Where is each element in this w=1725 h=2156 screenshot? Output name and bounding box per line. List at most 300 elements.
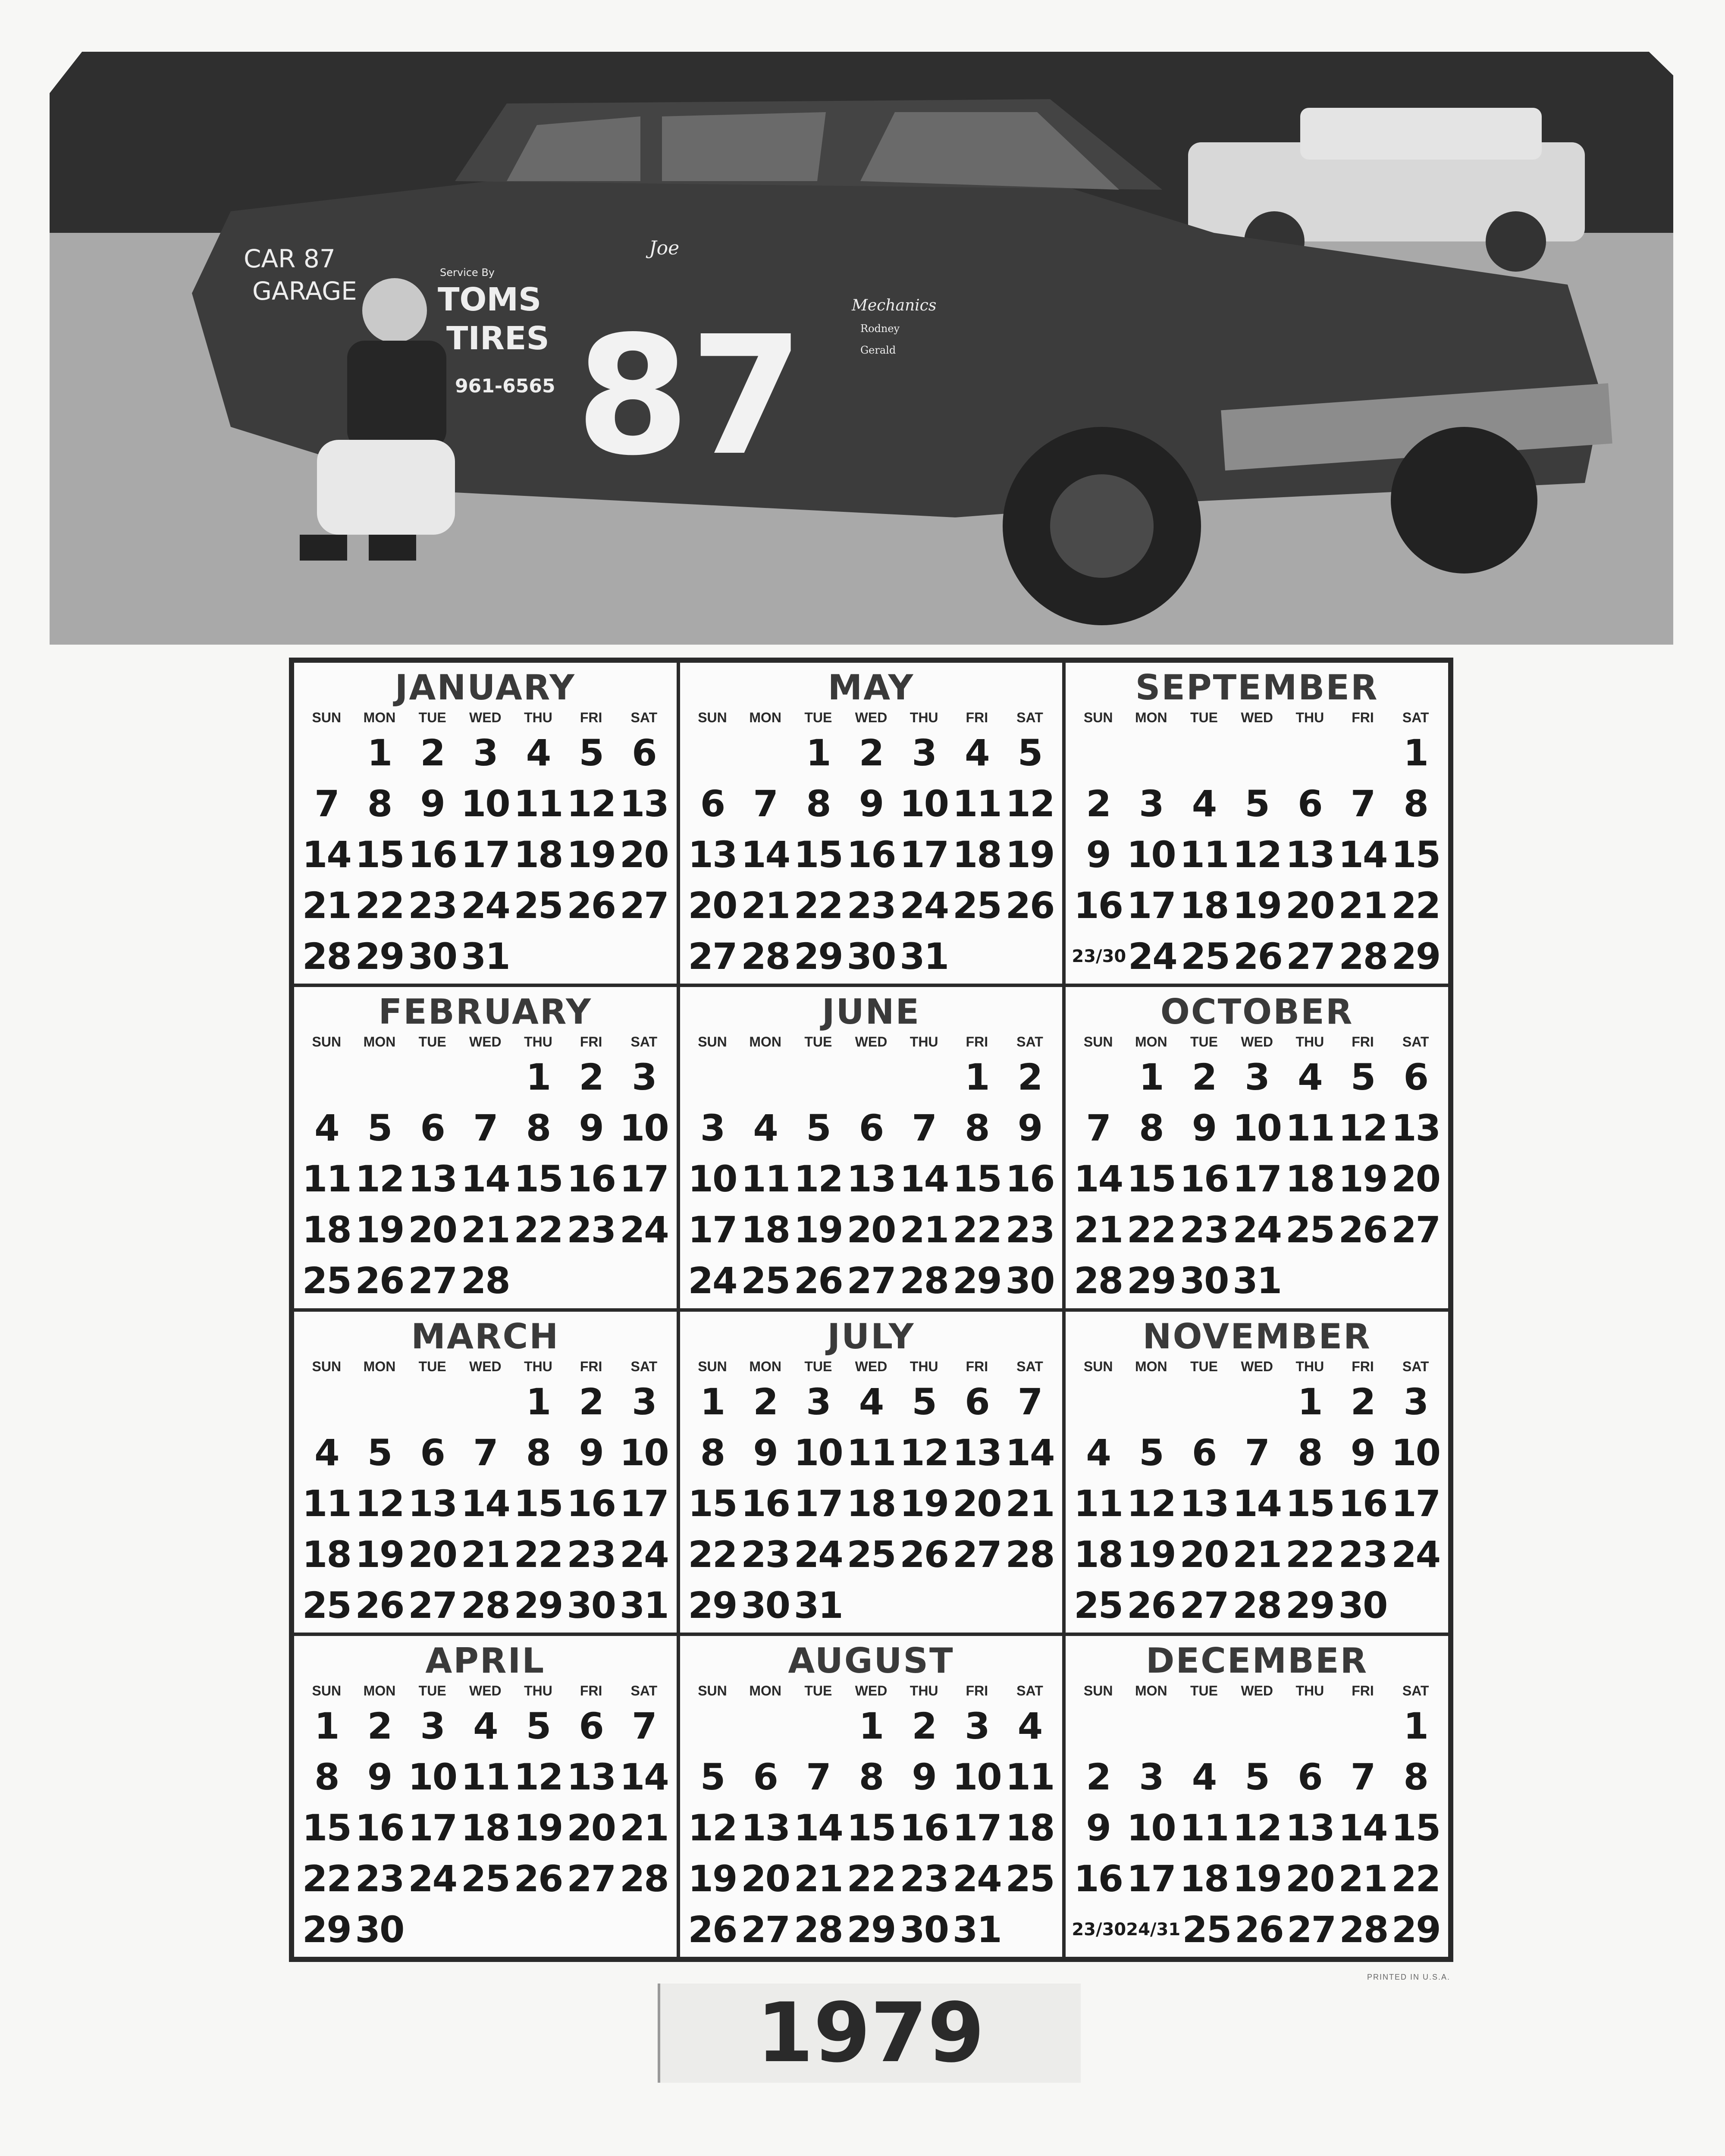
day-cell: 31 bbox=[952, 1908, 1001, 1951]
day-cell: 3 bbox=[632, 1056, 656, 1099]
day-cell: 21 bbox=[461, 1533, 510, 1576]
month-may bbox=[678, 661, 1064, 985]
month-name: APRIL bbox=[425, 1640, 546, 1681]
car-number: 87 bbox=[576, 301, 804, 492]
day-cell: 29 bbox=[688, 1584, 737, 1626]
week-row bbox=[1072, 880, 1442, 931]
weekday-label: FRI bbox=[1352, 710, 1374, 725]
day-cell: 5 bbox=[1139, 1431, 1164, 1474]
day-cell: 29 bbox=[1285, 1584, 1334, 1626]
week-row bbox=[300, 1478, 671, 1529]
weekday-label: SUN bbox=[312, 1034, 342, 1050]
day-cell: 22 bbox=[1391, 884, 1440, 927]
weekday-header-row bbox=[686, 708, 1057, 727]
weekday-header-row bbox=[300, 1681, 671, 1701]
weekday-label: SUN bbox=[312, 1683, 342, 1698]
day-cell: 18 bbox=[461, 1806, 510, 1849]
weekday-label: SAT bbox=[1402, 1358, 1429, 1374]
weekday-label: WED bbox=[1241, 710, 1273, 725]
month-december bbox=[1064, 1634, 1450, 1959]
day-cell: 15 bbox=[302, 1806, 351, 1849]
week-row bbox=[686, 931, 1057, 982]
weekday-label: WED bbox=[469, 1358, 502, 1374]
day-cell: 20 bbox=[408, 1209, 457, 1251]
day-cell: 9 bbox=[1086, 834, 1110, 876]
day-cell: 15 bbox=[1391, 834, 1440, 876]
day-cell: 27 bbox=[847, 1260, 896, 1302]
day-cell: 24 bbox=[688, 1260, 737, 1302]
day-cell: 13 bbox=[408, 1482, 457, 1525]
day-cell: 22 bbox=[514, 1209, 563, 1251]
day-cell: 15 bbox=[688, 1482, 737, 1525]
weekday-label: TUE bbox=[418, 1034, 446, 1050]
day-cell: 10 bbox=[1233, 1107, 1282, 1150]
day-cell: 14 bbox=[619, 1755, 668, 1798]
week-row bbox=[1072, 829, 1442, 880]
week-row bbox=[686, 1052, 1057, 1103]
week-row bbox=[300, 1204, 671, 1255]
day-cell: 29 bbox=[355, 935, 404, 978]
weekday-label: SUN bbox=[698, 1358, 727, 1374]
day-cell: 1 bbox=[314, 1705, 339, 1747]
month-name: FEBRUARY bbox=[378, 992, 593, 1032]
day-cell: 28 bbox=[794, 1908, 843, 1951]
day-cell: 5 bbox=[912, 1380, 936, 1423]
day-cell: 4 bbox=[859, 1380, 884, 1423]
week-row bbox=[1072, 1802, 1442, 1853]
month-name: NOVEMBER bbox=[1142, 1316, 1371, 1357]
day-cell: 14 bbox=[900, 1158, 949, 1200]
weekday-label: SUN bbox=[698, 1683, 727, 1698]
day-cell: 1 bbox=[1139, 1056, 1164, 1099]
day-cell: 28 bbox=[900, 1260, 949, 1302]
week-row bbox=[300, 880, 671, 931]
day-cell: 21 bbox=[1074, 1209, 1123, 1251]
weekday-label: SUN bbox=[698, 710, 727, 725]
day-cell: 4 bbox=[965, 732, 989, 774]
week-row bbox=[686, 1478, 1057, 1529]
day-cell: 9 bbox=[753, 1431, 778, 1474]
day-cell: 25 bbox=[514, 884, 563, 927]
day-cell: 18 bbox=[1179, 884, 1229, 927]
month-february bbox=[292, 985, 678, 1310]
weekday-label: WED bbox=[469, 1034, 502, 1050]
weekday-label: TUE bbox=[1190, 1683, 1218, 1698]
rear-text-line-2: GARAGE bbox=[252, 276, 357, 306]
weekday-label: SUN bbox=[1083, 710, 1113, 725]
day-cell: 6 bbox=[420, 1431, 445, 1474]
day-cell: 15 bbox=[355, 834, 404, 876]
day-cell: 14 bbox=[1338, 1806, 1387, 1849]
day-cell: 4 bbox=[1192, 1755, 1217, 1798]
week-row bbox=[1072, 1752, 1442, 1802]
week-row bbox=[686, 1853, 1057, 1904]
day-cell: 20 bbox=[741, 1857, 790, 1900]
year-box bbox=[658, 1984, 1081, 2083]
day-cell: 9 bbox=[1086, 1806, 1110, 1849]
month-name: OCTOBER bbox=[1160, 992, 1354, 1032]
weekday-label: MON bbox=[749, 1683, 781, 1698]
day-cell: 2 bbox=[1017, 1056, 1042, 1099]
mechanic-name-2: Gerald bbox=[860, 344, 896, 356]
day-cell: 25 bbox=[1005, 1857, 1054, 1900]
day-cell: 15 bbox=[1126, 1158, 1176, 1200]
day-cell: 14 bbox=[794, 1806, 843, 1849]
day-cell: 30 bbox=[355, 1908, 404, 1951]
day-cell: 12 bbox=[355, 1482, 404, 1525]
weekday-label: THU bbox=[910, 1683, 938, 1698]
day-cell: 1 bbox=[1298, 1380, 1322, 1423]
day-cell: 14 bbox=[461, 1158, 510, 1200]
day-cell: 10 bbox=[1391, 1431, 1440, 1474]
weekday-label: TUE bbox=[804, 710, 832, 725]
day-cell: 10 bbox=[408, 1755, 457, 1798]
day-cell: 19 bbox=[794, 1209, 843, 1251]
day-cell: 23/30 bbox=[1072, 946, 1126, 966]
month-november bbox=[1064, 1310, 1450, 1634]
week-row bbox=[686, 1580, 1057, 1631]
day-cell: 3 bbox=[965, 1705, 989, 1747]
weekday-header-row bbox=[1072, 1681, 1442, 1701]
week-row bbox=[300, 1853, 671, 1904]
day-cell: 1 bbox=[526, 1380, 551, 1423]
weekday-label: SAT bbox=[1016, 1683, 1043, 1698]
day-cell: 5 bbox=[806, 1107, 831, 1150]
day-cell: 3 bbox=[632, 1380, 656, 1423]
day-cell: 21 bbox=[1338, 884, 1387, 927]
weekday-label: FRI bbox=[1352, 1358, 1374, 1374]
phone-number: 961-6565 bbox=[455, 375, 555, 397]
day-cell: 16 bbox=[355, 1806, 404, 1849]
weekday-label: WED bbox=[855, 1683, 888, 1698]
day-cell: 14 bbox=[741, 834, 790, 876]
day-cell: 12 bbox=[514, 1755, 563, 1798]
weekday-label: WED bbox=[469, 1683, 502, 1698]
weekday-label: FRI bbox=[966, 1034, 988, 1050]
day-cell: 20 bbox=[408, 1533, 457, 1576]
day-cell: 21 bbox=[619, 1806, 668, 1849]
day-cell: 18 bbox=[1005, 1806, 1054, 1849]
day-cell: 12 bbox=[355, 1158, 404, 1200]
weekday-label: SAT bbox=[630, 1034, 658, 1050]
weekday-label: SUN bbox=[1083, 1358, 1113, 1374]
day-cell: 13 bbox=[1391, 1107, 1440, 1150]
day-cell: 5 bbox=[1350, 1056, 1375, 1099]
day-cell: 18 bbox=[741, 1209, 790, 1251]
day-cell: 28 bbox=[619, 1857, 668, 1900]
day-cell: 7 bbox=[1245, 1431, 1269, 1474]
day-cell: 14 bbox=[1233, 1482, 1282, 1525]
day-cell: 17 bbox=[1126, 1857, 1176, 1900]
weekday-label: MON bbox=[749, 710, 781, 725]
week-row bbox=[1072, 778, 1442, 829]
day-cell: 12 bbox=[1005, 783, 1054, 825]
day-cell: 27 bbox=[952, 1533, 1001, 1576]
day-cell: 10 bbox=[461, 783, 510, 825]
weekday-label: TUE bbox=[804, 1683, 832, 1698]
day-cell: 14 bbox=[1005, 1431, 1054, 1474]
month-name: SEPTEMBER bbox=[1135, 667, 1379, 708]
day-cell: 17 bbox=[688, 1209, 737, 1251]
day-cell: 3 bbox=[806, 1380, 831, 1423]
weekday-label: SAT bbox=[630, 1683, 658, 1698]
day-cell: 20 bbox=[952, 1482, 1001, 1525]
day-cell: 8 bbox=[859, 1755, 884, 1798]
day-cell: 27 bbox=[1286, 935, 1335, 978]
weekday-label: MON bbox=[363, 1683, 396, 1698]
weekday-label: TUE bbox=[1190, 710, 1218, 725]
day-cell: 29 bbox=[1126, 1260, 1176, 1302]
day-cell: 20 bbox=[1285, 884, 1334, 927]
day-cell: 8 bbox=[1139, 1107, 1164, 1150]
weekday-header-row bbox=[300, 1032, 671, 1052]
day-cell: 24 bbox=[794, 1533, 843, 1576]
day-cell: 22 bbox=[514, 1533, 563, 1576]
day-cell: 6 bbox=[632, 732, 656, 774]
weekday-label: SAT bbox=[1402, 710, 1429, 725]
week-row bbox=[686, 778, 1057, 829]
day-cell: 6 bbox=[1192, 1431, 1217, 1474]
week-row bbox=[686, 1204, 1057, 1255]
day-cell: 7 bbox=[912, 1107, 936, 1150]
week-row bbox=[300, 727, 671, 778]
month-march bbox=[292, 1310, 678, 1634]
month-january bbox=[292, 661, 678, 985]
day-cell: 24 bbox=[952, 1857, 1001, 1900]
weekday-label: MON bbox=[749, 1358, 781, 1374]
day-cell: 17 bbox=[794, 1482, 843, 1525]
day-cell: 6 bbox=[965, 1380, 989, 1423]
day-cell: 31 bbox=[794, 1584, 843, 1626]
day-cell: 22 bbox=[302, 1857, 351, 1900]
day-cell: 27 bbox=[408, 1584, 457, 1626]
day-cell: 23 bbox=[567, 1209, 616, 1251]
day-cell: 11 bbox=[1285, 1107, 1334, 1150]
day-cell: 15 bbox=[1285, 1482, 1334, 1525]
week-row bbox=[686, 1103, 1057, 1153]
day-cell: 5 bbox=[526, 1705, 551, 1747]
day-cell: 11 bbox=[1074, 1482, 1123, 1525]
day-cell: 22 bbox=[952, 1209, 1001, 1251]
day-cell: 25 bbox=[1074, 1584, 1123, 1626]
day-cell: 30 bbox=[567, 1584, 616, 1626]
day-cell: 10 bbox=[794, 1431, 843, 1474]
day-cell: 7 bbox=[632, 1705, 656, 1747]
week-row bbox=[300, 1103, 671, 1153]
weekday-label: THU bbox=[910, 1034, 938, 1050]
day-cell: 18 bbox=[514, 834, 563, 876]
day-cell: 8 bbox=[526, 1431, 551, 1474]
weekday-label: MON bbox=[363, 710, 396, 725]
day-cell: 26 bbox=[688, 1908, 737, 1951]
month-name: JANUARY bbox=[395, 667, 576, 708]
weekday-label: WED bbox=[1241, 1683, 1273, 1698]
day-cell: 16 bbox=[567, 1482, 616, 1525]
day-cell: 4 bbox=[314, 1431, 339, 1474]
day-cell: 16 bbox=[1005, 1158, 1054, 1200]
week-row bbox=[300, 1580, 671, 1631]
day-cell: 3 bbox=[420, 1705, 445, 1747]
day-cell: 8 bbox=[965, 1107, 989, 1150]
month-name: DECEMBER bbox=[1146, 1640, 1368, 1681]
week-row bbox=[1072, 1904, 1442, 1955]
weekday-label: SUN bbox=[312, 1358, 342, 1374]
day-cell: 13 bbox=[567, 1755, 616, 1798]
day-cell: 21 bbox=[461, 1209, 510, 1251]
week-row bbox=[686, 1752, 1057, 1802]
day-cell: 28 bbox=[461, 1584, 510, 1626]
day-cell: 1 bbox=[700, 1380, 725, 1423]
week-row bbox=[1072, 1052, 1442, 1103]
day-cell: 24 bbox=[1128, 935, 1177, 978]
weekday-label: MON bbox=[363, 1358, 396, 1374]
day-cell: 5 bbox=[1017, 732, 1042, 774]
week-row bbox=[1072, 1853, 1442, 1904]
day-cell: 30 bbox=[741, 1584, 790, 1626]
day-cell: 4 bbox=[1086, 1431, 1110, 1474]
day-cell: 8 bbox=[314, 1755, 339, 1798]
day-cell: 26 bbox=[794, 1260, 843, 1302]
month-name: MAY bbox=[828, 667, 915, 708]
day-cell: 11 bbox=[302, 1158, 351, 1200]
day-cell: 5 bbox=[579, 732, 603, 774]
day-cell: 23 bbox=[355, 1857, 404, 1900]
day-cell: 28 bbox=[1233, 1584, 1282, 1626]
day-cell: 9 bbox=[859, 783, 884, 825]
day-cell: 1 bbox=[526, 1056, 551, 1099]
week-row bbox=[686, 1701, 1057, 1752]
day-cell: 23 bbox=[1005, 1209, 1054, 1251]
day-cell: 16 bbox=[408, 834, 457, 876]
day-cell: 30 bbox=[1338, 1584, 1387, 1626]
week-row bbox=[686, 1904, 1057, 1955]
calendar-grid bbox=[289, 658, 1453, 1962]
weekday-label: FRI bbox=[1352, 1034, 1374, 1050]
day-cell: 22 bbox=[1285, 1533, 1334, 1576]
day-cell: 20 bbox=[567, 1806, 616, 1849]
weekday-label: SAT bbox=[1402, 1683, 1429, 1698]
mechanic-name-1: Rodney bbox=[860, 323, 900, 335]
day-cell: 2 bbox=[912, 1705, 936, 1747]
day-cell: 8 bbox=[367, 783, 392, 825]
weekday-label: THU bbox=[524, 1683, 552, 1698]
day-cell: 29 bbox=[514, 1584, 563, 1626]
day-cell: 3 bbox=[1139, 1755, 1164, 1798]
day-cell: 11 bbox=[302, 1482, 351, 1525]
week-row bbox=[300, 1802, 671, 1853]
weekday-label: FRI bbox=[966, 1358, 988, 1374]
day-cell: 17 bbox=[1233, 1158, 1282, 1200]
day-cell: 26 bbox=[900, 1533, 949, 1576]
day-cell: 21 bbox=[1233, 1533, 1282, 1576]
day-cell: 11 bbox=[847, 1431, 896, 1474]
day-cell: 26 bbox=[355, 1584, 404, 1626]
day-cell: 1 bbox=[859, 1705, 884, 1747]
weekday-label: SUN bbox=[1083, 1683, 1113, 1698]
weekday-label: THU bbox=[1295, 1683, 1324, 1698]
day-cell: 12 bbox=[1126, 1482, 1176, 1525]
day-cell: 22 bbox=[355, 884, 404, 927]
weekday-label: WED bbox=[855, 710, 888, 725]
day-cell: 5 bbox=[1245, 1755, 1269, 1798]
day-cell: 16 bbox=[1179, 1158, 1229, 1200]
day-cell: 9 bbox=[912, 1755, 936, 1798]
day-cell: 5 bbox=[367, 1431, 392, 1474]
day-cell: 16 bbox=[1074, 884, 1123, 927]
week-row bbox=[1072, 1255, 1442, 1306]
day-cell: 6 bbox=[1298, 1755, 1322, 1798]
day-cell: 6 bbox=[859, 1107, 884, 1150]
day-cell: 6 bbox=[579, 1705, 603, 1747]
weekday-label: FRI bbox=[580, 1034, 602, 1050]
day-cell: 25 bbox=[1182, 1908, 1231, 1951]
day-cell: 21 bbox=[1338, 1857, 1387, 1900]
day-cell: 12 bbox=[900, 1431, 949, 1474]
calendar-year: 1979 bbox=[756, 1985, 985, 2081]
day-cell: 21 bbox=[1005, 1482, 1054, 1525]
day-cell: 17 bbox=[461, 834, 510, 876]
day-cell: 11 bbox=[514, 783, 563, 825]
day-cell: 4 bbox=[753, 1107, 778, 1150]
printed-in-usa-note: PRINTED IN U.S.A. bbox=[1367, 1973, 1451, 1981]
day-cell: 27 bbox=[1391, 1209, 1440, 1251]
day-cell: 14 bbox=[1338, 834, 1387, 876]
day-cell: 8 bbox=[1298, 1431, 1322, 1474]
day-cell: 8 bbox=[1403, 1755, 1428, 1798]
day-cell: 10 bbox=[900, 783, 949, 825]
weekday-label: THU bbox=[524, 1358, 552, 1374]
day-cell: 31 bbox=[461, 935, 510, 978]
day-cell: 7 bbox=[1017, 1380, 1042, 1423]
week-row bbox=[300, 1376, 671, 1427]
weekday-label: FRI bbox=[1352, 1683, 1374, 1698]
day-cell: 20 bbox=[847, 1209, 896, 1251]
day-cell: 21 bbox=[302, 884, 351, 927]
day-cell: 27 bbox=[408, 1260, 457, 1302]
week-row bbox=[300, 1427, 671, 1478]
day-cell: 25 bbox=[1285, 1209, 1334, 1251]
day-cell: 30 bbox=[1005, 1260, 1054, 1302]
day-cell: 28 bbox=[1074, 1260, 1123, 1302]
day-cell: 13 bbox=[847, 1158, 896, 1200]
day-cell: 26 bbox=[1234, 1908, 1283, 1951]
day-cell: 19 bbox=[1005, 834, 1054, 876]
weekday-label: SUN bbox=[1083, 1034, 1113, 1050]
week-row bbox=[300, 1904, 671, 1955]
day-cell: 18 bbox=[302, 1209, 351, 1251]
day-cell: 26 bbox=[514, 1857, 563, 1900]
day-cell: 18 bbox=[1285, 1158, 1334, 1200]
day-cell: 20 bbox=[1179, 1533, 1229, 1576]
day-cell: 20 bbox=[619, 834, 668, 876]
day-cell: 11 bbox=[1179, 1806, 1229, 1849]
day-cell: 9 bbox=[579, 1107, 603, 1150]
month-name: MARCH bbox=[411, 1316, 560, 1357]
day-cell: 20 bbox=[1391, 1158, 1440, 1200]
day-cell: 4 bbox=[314, 1107, 339, 1150]
day-cell: 3 bbox=[1403, 1380, 1428, 1423]
day-cell: 24 bbox=[461, 884, 510, 927]
day-cell: 25 bbox=[302, 1584, 351, 1626]
day-cell: 3 bbox=[1245, 1056, 1269, 1099]
weekday-header-row bbox=[686, 1032, 1057, 1052]
day-cell: 23 bbox=[1338, 1533, 1387, 1576]
day-cell: 27 bbox=[1179, 1584, 1229, 1626]
day-cell: 7 bbox=[473, 1107, 498, 1150]
day-cell: 28 bbox=[741, 935, 790, 978]
week-row bbox=[300, 778, 671, 829]
day-cell: 6 bbox=[420, 1107, 445, 1150]
